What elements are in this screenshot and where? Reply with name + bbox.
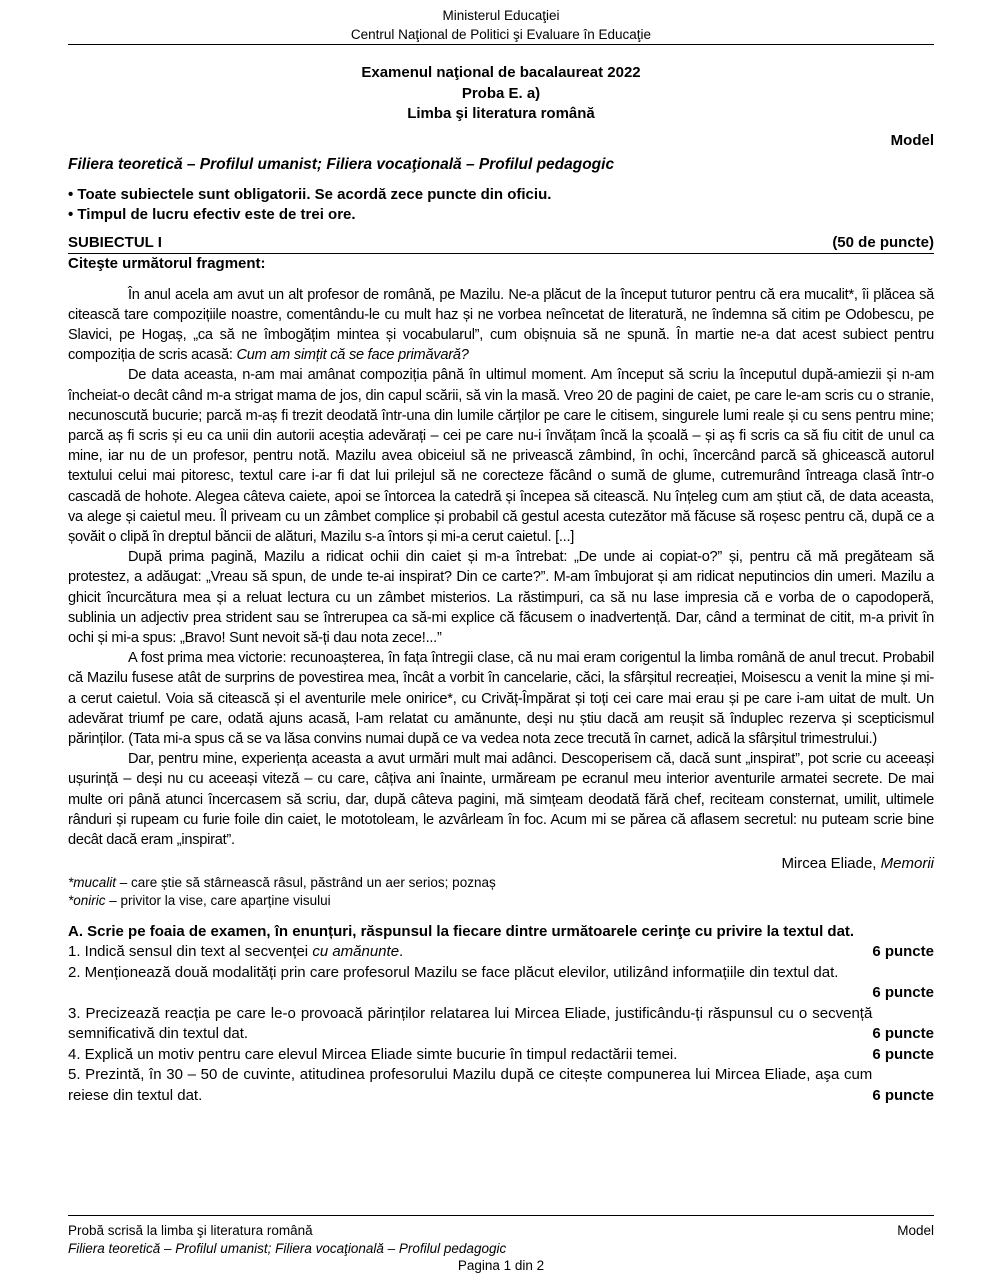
bullet-2: • Timpul de lucru efectiv este de trei ore. bbox=[68, 206, 356, 223]
footer-exam: Probă scrisă la limba şi literatura română bbox=[68, 1223, 313, 1238]
item-points: 6 puncte bbox=[872, 1025, 934, 1043]
bullet-1: • Toate subiectele sunt obligatorii. Se acordă zece puncte din oficiu. bbox=[68, 185, 552, 203]
footer-filiera: Filiera teoretică – Profilul umanist; Filiera vocaţională – Profilul pedagogic bbox=[68, 1240, 507, 1256]
header-rule bbox=[68, 44, 934, 45]
filiera-line: Filiera teoretică – Profilul umanist; Filiera vocaţională – Profilul pedagogic bbox=[68, 155, 615, 173]
subject-header bbox=[68, 233, 934, 254]
item-points: 6 puncte bbox=[872, 1086, 934, 1104]
page-number: Pagina 1 din 2 bbox=[457, 1258, 545, 1273]
center-name: Centrul Naţional de Politici şi Evaluare în Educaţie bbox=[350, 27, 652, 42]
fragment-paragraph: După prima pagină, Mazilu a ridicat ochii din caiet și m-a întrebat: „De unde ai copiat-o?” și, pentru că mă pregăteam să protestez, a adăugat: „Vreau să spun, de unde te-ai inspirat? Din ce carte?”. M-am îmbujorat și am ridicat neputincios din umeri. Mazilu a ghicit încurcătura mea și a reluat lectura cu un zâmbet misterios. La răstimpuri, ca să nu lase impresia că e vorba de o capodoperă, sublinia un adjectiv prea strident sau se întrerupea ca să-mi explice că făcusem o inadvertență. Dar, când a terminat de citit, m-a privit în ochi și mi-a spus: „Bravo! Sunt nevoit să-ți dau nota zece!...” bbox=[68, 549, 934, 646]
requirement-item: 6 puncte 1. Indică sensul din text al secvenței cu amănunte. bbox=[68, 942, 934, 963]
fragment-paragraph: În anul acela am avut un alt profesor de română, pe Mazilu. Ne-a plăcut de la început tuturor pentru că era mucalit*, îi plăcea să citească tare compozițiile noastre, comentându-le cu mult haz și ne vorbea neîncetat de literatură, ne îndemna să citim pe Odobescu, pe Slavici, pe Hogaș, „ca să ne îmbogățim mintea și vocabularul”, cum obișnuia să ne spună. În martie ne-a dat acest subiect pentru compoziția de scris acasă: Cum am simțit că se face primăvară? bbox=[68, 286, 934, 364]
footer-model: Model bbox=[897, 1223, 934, 1238]
fragment-paragraph: De data aceasta, n-am mai amânat compoziția până în ultimul moment. Am început să scriu la începutul după-amiezii și n-am încheiat-o decât când m-a strigat mama de jos, din capul scării, să vin la masă. Vreo 20 de pagini de caiet, pe care le-am scris cu o stranie, necunoscută bucurie; parcă m-aș fi trezit deodată într-una din lumile cărților pe care le citisem, singurele lumi reale și cu sens pentru mine; parcă aș fi scris și eu ca unii din autorii aceștia adevărați – cei pe care nu-i învățam încă la școală – și aș fi scris ca să fiu citit de unul ca mine, iar nu de un profesor, pentru notă. Mazilu avea obiceiul să ne privească zâmbind, în ochi, încercând parcă să ghicească autorul textului celui mai pitoresc, textul care i-ar fi dat lui prilejul să ne corecteze făcând o sumă de glume, cutremurând întreaga clasă într-o cascadă de hohote. Alegea câteva caiete, apoi se întorcea la catedră și începea să citească. Nu înțeleg cum am știut că, de data aceasta, va alege și caietul meu. Îl priveam cu un zâmbet complice și probabil că gestul acesta cutezător mă făcuse să roșesc pentru că, după ce a șovăit o clipă în dreptul băncii de alături, Mazilu s-a întors și mi-a cerut caietul. [...] bbox=[68, 367, 934, 545]
fragment-source: Mircea Eliade, Memorii bbox=[781, 855, 934, 873]
requirement-item: 6 puncte 5. Prezintă, în 30 – 50 de cuvinte, atitudinea profesorului Mazilu după ce citește compunerea lui Mircea Eliade, aşa cum reiese din textul dat. bbox=[68, 1065, 934, 1106]
requirement-item: 2. Menționează două modalități prin care profesorul Mazilu se face plăcut elevilor, utilizând informațiile din textul dat. bbox=[68, 963, 839, 981]
requirement-item: 6 puncte 4. Explică un motiv pentru care elevul Mircea Eliade simte bucurie în timpul redactării temei. bbox=[68, 1045, 934, 1066]
footer-rule bbox=[68, 1215, 934, 1216]
requirement-item: 6 puncte 3. Precizează reacția pe care le-o provoacă părinților relatarea lui Mircea Eliade, justificându-ți răspunsul cu o secvență semnificativă din textul dat. bbox=[68, 1004, 934, 1045]
essay-title: Cum am simțit că se face primăvară? bbox=[236, 347, 469, 364]
fragment-text bbox=[68, 285, 934, 851]
reading-instruction: Citeşte următorul fragment: bbox=[68, 254, 266, 272]
fragment-paragraph: Dar, pentru mine, experiența aceasta a avut urmări mult mai adânci. Descoperisem că, dacă sunt „inspirat”, pot scrie cu aceeași ușurință – deși nu cu aceeași viteză – cu care, câțiva ani înainte, urmăream pe ecranul meu interior aventurile armatei secrete. De mai multe ori până atunci încercasem să scriu, dar, după câteva pagini, mă simțeam deodată fără chef, reciteam consternat, umilit, ultimele rânduri și rupeam cu furie foile din caiet, le mototoleam, le azvârleam în foc. Acum mi se părea că aflasem secretul: nu puteam scrie bine decât dacă eram „inspirat”. bbox=[68, 751, 934, 848]
exam-name: Examenul naţional de bacalaureat 2022 bbox=[361, 64, 641, 81]
source-work: Memorii bbox=[880, 855, 934, 873]
exam-subject: Limba şi literatura română bbox=[407, 105, 595, 122]
exam-proba: Proba E. a) bbox=[461, 84, 541, 102]
footnote: *oniric – privitor la vise, care aparține visului bbox=[68, 893, 331, 909]
footer-row bbox=[68, 1222, 934, 1240]
footnote: *mucalit – care știe să stârnească râsul, păstrând un aer serios; poznaș bbox=[68, 875, 496, 891]
page-footer bbox=[68, 1215, 934, 1275]
item-points: 6 puncte bbox=[872, 943, 934, 961]
item-points: 6 puncte bbox=[872, 1045, 934, 1063]
model-label: Model bbox=[890, 131, 934, 149]
requirements-heading: A. Scrie pe foaia de examen, în enunțuri, răspunsul la fiecare dintre următoarele cerinţe cu privire la textul dat. bbox=[68, 923, 855, 941]
ministry-name: Ministerul Educaţiei bbox=[442, 8, 560, 23]
item-points: 6 puncte bbox=[872, 984, 934, 1002]
subject-points: (50 de puncte) bbox=[832, 233, 934, 251]
subject-label: SUBIECTUL I bbox=[68, 233, 162, 251]
exam-page bbox=[68, 0, 934, 1106]
page-header bbox=[68, 0, 934, 44]
fragment-paragraph: A fost prima mea victorie: recunoașterea, în fața întregii clase, că nu mai eram corigentul la limba română de anul trecut. Probabil că Mazilu fusese atât de surprins de povestirea mea, încât a vorbit în cancelarie, căci, la sfârșitul recreației, Moisescu a venit la mine și mi-a cerut caietul. Voia să citească și el aventurile mele onirice*, cu Crivăț-Împărat și toți cei care mai erau și pe care i-am uitat de mult. Un adevărat triumf pe care, odată ajuns acasă, l-am relatat cu amănunte, deși nu știu dacă am reușit să înduplec rezerva și scepticismul părinților. (Tata mi-a spus că se va lăsa convins numai după ce va vedea nota zece trecută în carnet, adică la sfârșitul trimestrului.) bbox=[68, 650, 934, 747]
exam-title bbox=[68, 63, 934, 125]
